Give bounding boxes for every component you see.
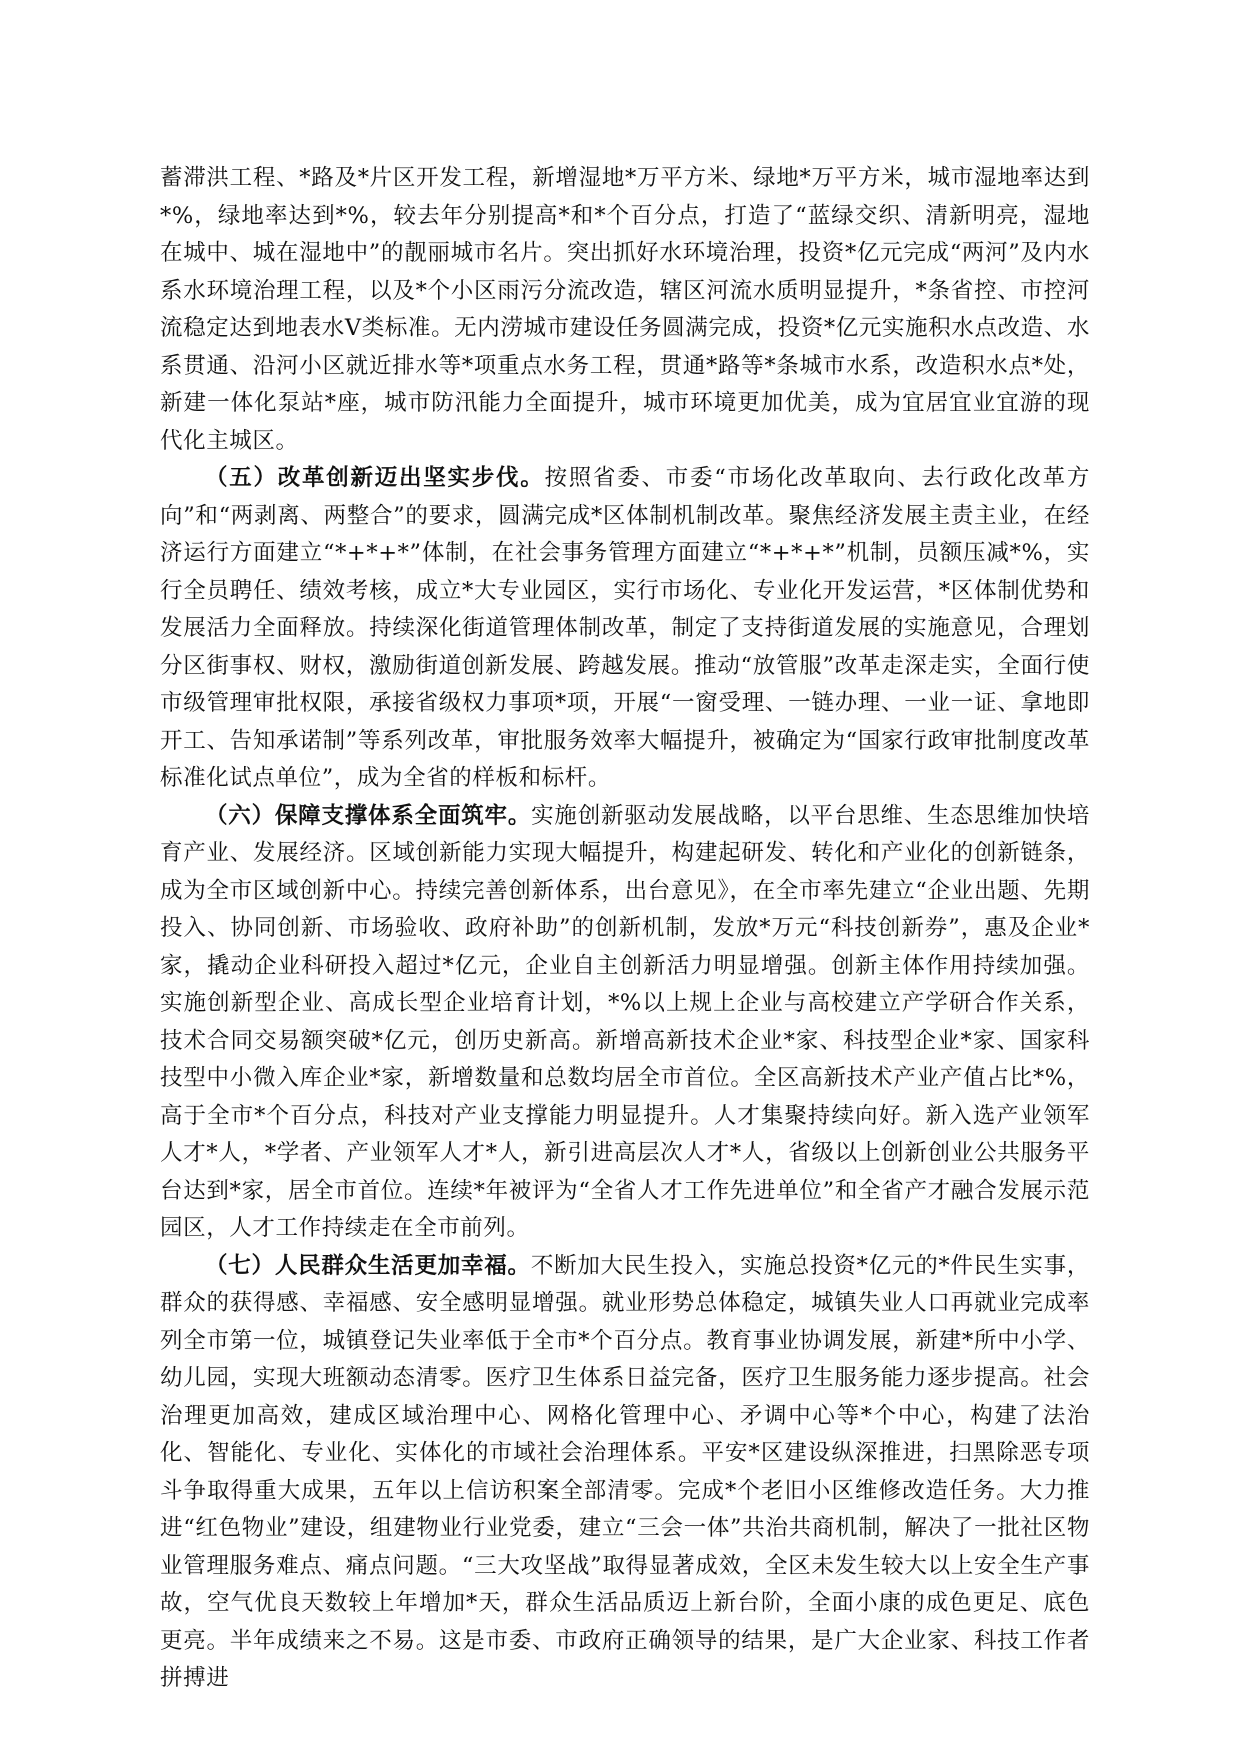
paragraph-body: 按照省委、市委“市场化改革取向、去行政化改革方向”和“两剥离、两整合”的要求，圆满完成*区体制机制改革。聚焦经济发展主责主业，在经济运行方面建立“*+*+*”体制，在社会事务管理方面建立“*+*+*”机制，员额压减*%，实行全员聘任、绩效考核，成立*大专业园区，实行市场化、专业化开发运营，*区体制优势和发展活力全面释放。持续深化街道管理体制改革，制定了支持街道发展的实施意见，合理划分区街事权、财权，激励街道创新发展、跨越发展。推动“放管服”改革走深走实，全面行使市级管理审批权限，承接省级权力事项*项，开展“一窗受理、一链办理、一业一证、拿地即开工、告知承诺制”等系列改革，审批服务效率大幅提升，被确定为“国家行政审批制度改革标准化试点单位”，成为全省的样板和标杆。 xyxy=(160,465,1090,791)
section-heading: （六）保障支撑体系全面筑牢。 xyxy=(205,802,532,829)
paragraph-body: 不断加大民生投入，实施总投资*亿元的*件民生实事，群众的获得感、幸福感、安全感明显增强。就业形势总体稳定，城镇失业人口再就业完成率列全市第一位，城镇登记失业率低于全市*个百分点。教育事业协调发展，新建*所中小学、幼儿园，实现大班额动态清零。医疗卫生体系日益完备，医疗卫生服务能力逐步提高。社会治理更加高效，建成区域治理中心、网格化管理中心、矛调中心等*个中心，构建了法治化、智能化、专业化、实体化的市域社会治理体系。平安*区建设纵深推进，扫黑除恶专项斗争取得重大成果，五年以上信访积案全部清零。完成*个老旧小区维修改造任务。大力推进“红色物业”建设，组建物业行业党委，建立“三会一体”共治共商机制，解决了一批社区物业管理服务难点、痛点问题。“三大攻坚战”取得显著成效，全区未发生较大以上安全生产事故，空气优良天数较上年增加*天，群众生活品质迈上新台阶，全面小康的成色更足、底色更亮。半年成绩来之不易。这是市委、市政府正确领导的结果，是广大企业家、科技工作者拼搏进 xyxy=(160,1252,1090,1691)
document-page xyxy=(160,160,1090,1698)
paragraph-body: 实施创新驱动发展战略，以平台思维、生态思维加快培育产业、发展经济。区域创新能力实现大幅提升，构建起研发、转化和产业化的创新链条，成为全市区域创新中心。持续完善创新体系，出台意见》，在全市率先建立“企业出题、先期投入、协同创新、市场验收、政府补助”的创新机制，发放*万元“科技创新券”，惠及企业*家，撬动企业科研投入超过*亿元，企业自主创新活力明显增强。创新主体作用持续加强。实施创新型企业、高成长型企业培育计划，*%以上规上企业与高校建立产学研合作关系，技术合同交易额突破*亿元，创历史新高。新增高新技术企业*家、科技型企业*家、国家科技型中小微入库企业*家，新增数量和总数均居全市首位。全区高新技术产业产值占比*%，高于全市*个百分点，科技对产业支撑能力明显提升。人才集聚持续向好。新入选产业领军人才*人，*学者、产业领军人才*人，新引进高层次人才*人，省级以上创新创业公共服务平台达到*家，居全市首位。连续*年被评为“全省人才工作先进单位”和全省产才融合发展示范园区，人才工作持续走在全市前列。 xyxy=(160,802,1090,1241)
paragraph-continuation xyxy=(160,160,1090,460)
section-heading: （七）人民群众生活更加幸福。 xyxy=(205,1252,531,1279)
paragraph-section-6 xyxy=(160,798,1090,1248)
section-heading: （五）改革创新迈出坚实步伐。 xyxy=(205,465,545,491)
paragraph-section-5 xyxy=(160,460,1090,798)
paragraph-section-7 xyxy=(160,1248,1090,1698)
paragraph-body: 蓄滞洪工程、*路及*片区开发工程，新增湿地*万平方米、绿地*万平方米，城市湿地率达到*%，绿地率达到*%，较去年分别提高*和*个百分点，打造了“蓝绿交织、清新明亮，湿地在城中、城在湿地中”的靓丽城市名片。突出抓好水环境治理，投资*亿元完成“两河”及内水系水环境治理工程，以及*个小区雨污分流改造，辖区河流水质明显提升，*条省控、市控河流稳定达到地表水Ⅴ类标准。无内涝城市建设任务圆满完成，投资*亿元实施积水点改造、水系贯通、沿河小区就近排水等*项重点水务工程，贯通*路等*条城市水系，改造积水点*处，新建一体化泵站*座，城市防汛能力全面提升，城市环境更加优美，成为宜居宜业宜游的现代化主城区。 xyxy=(160,165,1090,454)
